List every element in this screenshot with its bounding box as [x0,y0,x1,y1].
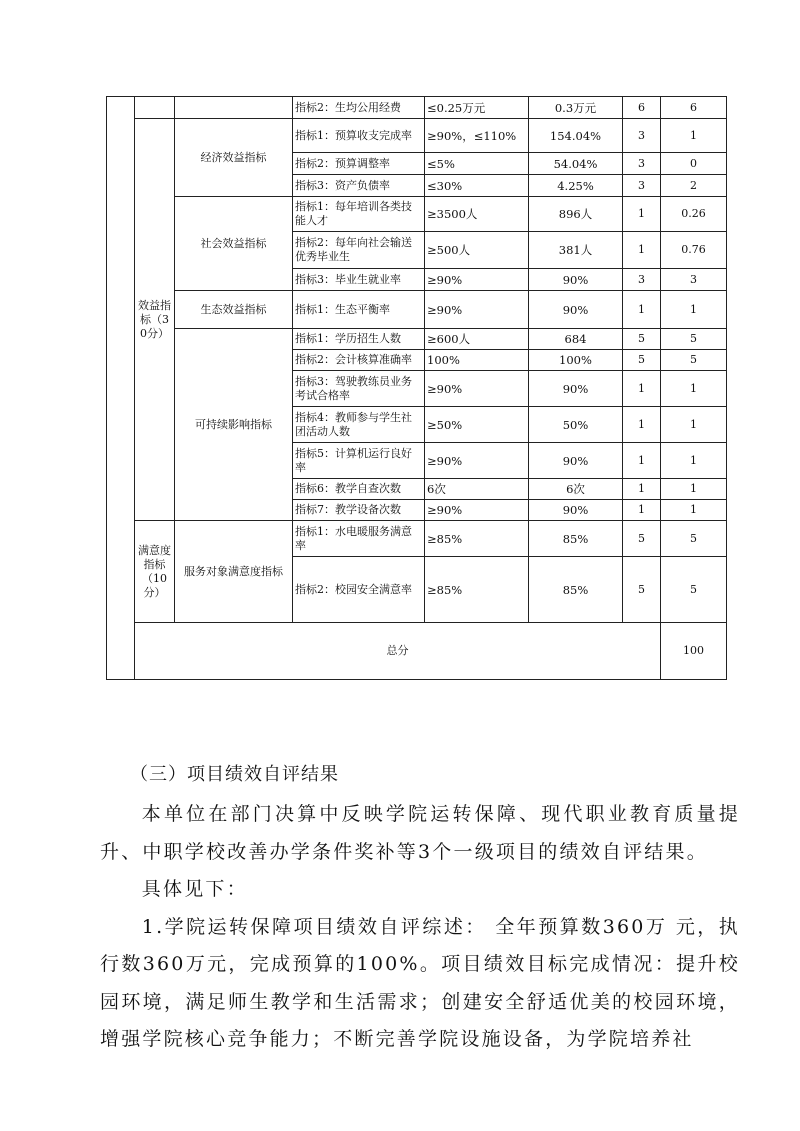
benefit-category-cell: 效益指标（30分） [135,119,175,521]
target-cell: ≥85% [425,521,529,557]
table-row [107,119,727,153]
weight-cell: 5 [623,521,661,557]
indicator-cell: 指标2：校园安全满意率 [293,557,425,623]
target-cell: ≥90% [425,269,529,291]
score-cell: 5 [661,329,727,350]
table-row [107,97,727,119]
indicator-cell: 指标1：生态平衡率 [293,291,425,329]
cell-blank-left [107,97,135,680]
weight-cell: 1 [623,291,661,329]
score-cell: 1 [661,479,727,500]
target-cell: ≥90% [425,500,529,521]
score-cell: 6 [661,97,727,119]
actual-cell: 90% [529,500,623,521]
target-cell: ≥3500人 [425,197,529,232]
actual-cell: 381人 [529,232,623,269]
satisfaction-sub-cell: 服务对象满意度指标 [175,521,293,623]
actual-cell: 90% [529,443,623,479]
weight-cell: 5 [623,350,661,371]
target-cell: ≤30% [425,175,529,197]
indicator-cell: 指标2：生均公用经费 [293,97,425,119]
actual-cell: 684 [529,329,623,350]
paragraph-project-1: 1.学院运转保障项目绩效自评综述： 全年预算数360万 元，执行数360万元，完成预算的100%。项目绩效目标完成情况：提升校园环境，满足师生教学和生活需求；创建安全舒适优美的校园环境，增强学院核心竞争能力；不断完善学院设施设备，为学院培养社 [100,915,740,1050]
weight-cell: 5 [623,329,661,350]
weight-cell: 1 [623,479,661,500]
actual-cell: 90% [529,371,623,407]
weight-cell: 1 [623,443,661,479]
score-cell: 5 [661,350,727,371]
target-cell: 100% [425,350,529,371]
score-cell: 1 [661,443,727,479]
paragraph-intro: 本单位在部门决算中反映学院运转保障、现代职业教育质量提升、中职学校改善办学条件奖补等3个一级项目的绩效自评结果。 [100,803,740,863]
indicator-cell: 指标1：学历招生人数 [293,329,425,350]
cell-blank [135,97,175,119]
weight-cell: 3 [623,269,661,291]
table-row [107,521,727,557]
satisfaction-category-cell: 满意度指标（10分） [135,521,175,623]
indicator-cell: 指标1：水电暖服务满意率 [293,521,425,557]
score-cell: 1 [661,291,727,329]
score-cell: 2 [661,175,727,197]
actual-cell: 90% [529,269,623,291]
actual-cell: 6次 [529,479,623,500]
total-label: 总分 [135,623,661,680]
weight-cell: 3 [623,119,661,153]
paragraph-details: 具体见下： [141,878,248,900]
table-row [107,197,727,232]
target-cell: ≥50% [425,407,529,443]
actual-cell: 154.04% [529,119,623,153]
indicator-cell: 指标2：每年向社会输送优秀毕业生 [293,232,425,269]
target-cell: ≥90% [425,443,529,479]
indicator-cell: 指标2：预算调整率 [293,153,425,175]
score-cell: 1 [661,500,727,521]
target-cell: ≤0.25万元 [425,97,529,119]
weight-cell: 1 [623,232,661,269]
actual-cell: 85% [529,557,623,623]
indicator-cell: 指标6：教学自查次数 [293,479,425,500]
score-cell: 1 [661,119,727,153]
body-paragraphs [100,796,740,1059]
score-cell: 0 [661,153,727,175]
weight-cell: 5 [623,557,661,623]
indicator-cell: 指标4：教师参与学生社团活动人数 [293,407,425,443]
economic-sub-cell: 经济效益指标 [175,119,293,197]
weight-cell: 1 [623,371,661,407]
actual-cell: 100% [529,350,623,371]
score-cell: 5 [661,557,727,623]
performance-table [106,96,727,680]
score-cell: 1 [661,407,727,443]
indicator-cell: 指标7：教学设备次数 [293,500,425,521]
indicator-cell: 指标1：预算收支完成率 [293,119,425,153]
total-weight: 100 [661,623,727,680]
actual-cell: 85% [529,521,623,557]
target-cell: ≥90%，≤110% [425,119,529,153]
target-cell: ≥600人 [425,329,529,350]
score-cell: 0.76 [661,232,727,269]
actual-cell: 90% [529,291,623,329]
social-sub-cell: 社会效益指标 [175,197,293,291]
actual-cell: 0.3万元 [529,97,623,119]
weight-cell: 1 [623,407,661,443]
score-cell: 5 [661,521,727,557]
target-cell: ≥90% [425,371,529,407]
table-row [107,291,727,329]
indicator-cell: 指标5：计算机运行良好率 [293,443,425,479]
sustainable-sub-cell: 可持续影响指标 [175,329,293,521]
target-cell: ≥90% [425,291,529,329]
indicator-cell: 指标3：毕业生就业率 [293,269,425,291]
indicator-cell: 指标1：每年培训各类技能人才 [293,197,425,232]
target-cell: ≥500人 [425,232,529,269]
table-row [107,329,727,350]
target-cell: 6次 [425,479,529,500]
actual-cell: 896人 [529,197,623,232]
weight-cell: 1 [623,197,661,232]
cell-blank [175,97,293,119]
weight-cell: 6 [623,97,661,119]
section-heading: （三）项目绩效自评结果 [130,764,339,785]
weight-cell: 3 [623,175,661,197]
indicator-cell: 指标2：会计核算准确率 [293,350,425,371]
indicator-cell: 指标3：资产负债率 [293,175,425,197]
total-row [107,623,727,680]
score-cell: 1 [661,371,727,407]
target-cell: ≥85% [425,557,529,623]
weight-cell: 3 [623,153,661,175]
target-cell: ≤5% [425,153,529,175]
weight-cell: 1 [623,500,661,521]
actual-cell: 4.25% [529,175,623,197]
ecology-sub-cell: 生态效益指标 [175,291,293,329]
indicator-cell: 指标3：驾驶教练员业务考试合格率 [293,371,425,407]
actual-cell: 50% [529,407,623,443]
score-cell: 3 [661,269,727,291]
actual-cell: 54.04% [529,153,623,175]
score-cell: 0.26 [661,197,727,232]
